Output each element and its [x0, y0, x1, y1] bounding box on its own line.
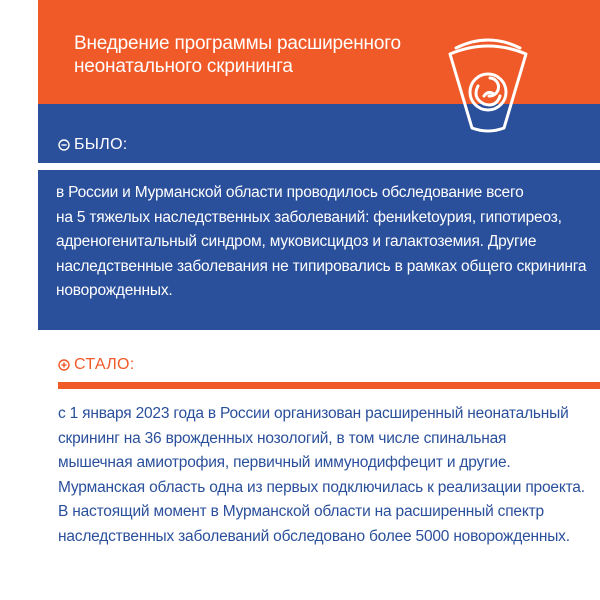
- now-paragraph: [58, 402, 598, 549]
- was-paragraph: [56, 181, 596, 304]
- now-heading: [58, 356, 134, 374]
- text-line: скрининг на 36 врожденных нозологий, в том числе спинальная: [58, 429, 507, 447]
- title-line: Внедрение программы расширенного: [74, 33, 401, 54]
- page-title: [74, 32, 434, 78]
- text-line: наследственные заболевания не типировались в рамках общего скрининга: [56, 257, 587, 275]
- now-heading-label: СТАЛО:: [74, 356, 135, 373]
- title-line: неонатального скрининга: [74, 56, 293, 77]
- text-line: В настоящий момент в Мурманской области на расширенный спектр: [58, 503, 544, 520]
- text-line: адреногенитальный синдром, муковисцидоз и галактоземия. Другие: [56, 233, 537, 250]
- text-line: новорожденных.: [56, 282, 173, 299]
- text-line: с 1 января 2023 года в России организован расширенный неонатальный: [58, 405, 569, 422]
- was-heading: [58, 136, 128, 154]
- was-divider: [38, 163, 600, 170]
- ultrasound-fetus-icon: [438, 34, 538, 138]
- text-line: мышечная амиотрофия, первичный иммунодиффецит и другие.: [58, 454, 511, 471]
- was-heading-label: БЫЛО:: [74, 136, 128, 153]
- now-divider: [58, 382, 600, 389]
- minus-circle-icon: [58, 139, 70, 151]
- text-line: на 5 тяжелых наследственных заболеваний: фениketоурия, гипотиреоз,: [56, 208, 562, 226]
- text-line: наследственных заболеваний обследовано более 5000 новорожденных.: [58, 527, 570, 545]
- text-line: Мурманская область одна из первых подключилась к реализации проекта.: [58, 478, 585, 496]
- text-line: в России и Мурманской области проводилось обследование всего: [56, 184, 524, 201]
- plus-circle-icon: [58, 359, 70, 371]
